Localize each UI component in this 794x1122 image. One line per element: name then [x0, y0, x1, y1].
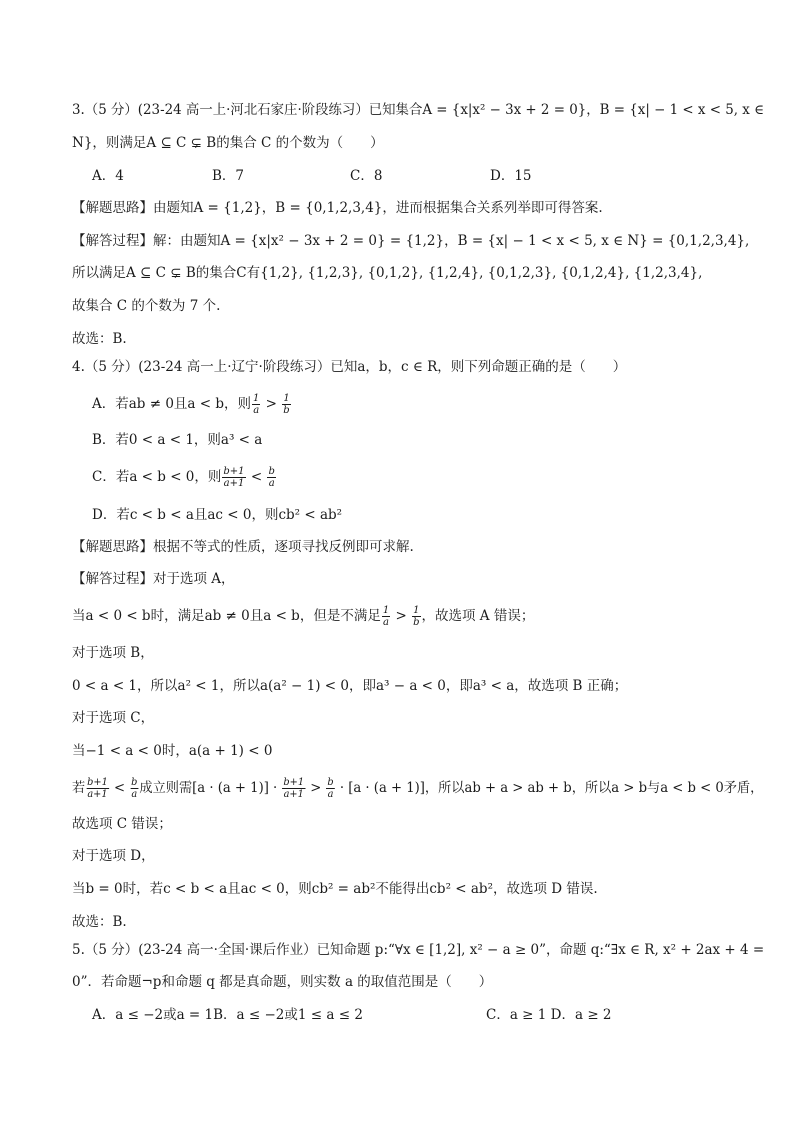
q3-process-line1: 【解答过程】解：由题知A = {x|x² − 3x + 2 = 0} = {1,2}，B = {x| − 1 < x < 5, x ∈ N} = {0,1,2,3,4}, — [72, 233, 750, 249]
q4-a-analysis: 当a < 0 < b时，满足ab ≠ 0且a < b，但是不满足 $\frac{1}{a}$ > $\frac{1}{b}$ ，故选项 A 错误； — [72, 605, 535, 628]
fraction: $\frac{b+1}{a+1}$ — [283, 777, 305, 800]
q3-stem-line1: 3.（5 分）(23-24 高一上·河北石家庄·阶段练习）已知集合A = {x|x² − 3x + 2 = 0}，B = {x| − 1 < x < 5, x ∈ — [72, 102, 765, 118]
q3-thinking: 【解题思路】由题知A = {1,2}，B = {0,1,2,3,4}，进而根据集合关系列举即可得答案. — [72, 200, 603, 216]
q4-d-head: 对于选项 D， — [72, 848, 155, 864]
fraction: $\frac{1}{b}$ — [283, 393, 290, 416]
q4-b-analysis: 0 < a < 1，所以a² < 1，所以a(a² − 1) < 0，即a³ − a < 0，即a³ < a，故选项 B 正确； — [72, 678, 628, 694]
q4-b-head: 对于选项 B， — [72, 645, 154, 661]
q5-stem-line2: 0”．若命题¬p和命题 q 都是真命题，则实数 a 的取值范围是（ ） — [72, 974, 493, 990]
fraction: $\frac{b}{a}$ — [268, 466, 275, 489]
q5-options-cd: C．a ≥ 1 D．a ≥ 2 — [486, 1007, 612, 1023]
q3-option-a: A．4 — [92, 168, 124, 184]
q4-option-d: D．若c < b < a且ac < 0，则cb² < ab² — [92, 507, 343, 523]
q3-stem-line2: N}，则满足A ⊆ C ⊊ B的集合 C 的个数为（ ） — [72, 135, 384, 151]
q4-option-a: A．若ab ≠ 0且a < b，则 $\frac{1}{a}$ > $\frac{1}{b}$ — [92, 393, 290, 416]
q4-option-c-text: C．若a < b < 0，则 — [92, 469, 222, 485]
fraction: $\frac{b}{a}$ — [327, 777, 334, 800]
q3-process-line3: 故集合 C 的个数为 7 个. — [72, 298, 221, 314]
q3-process-line2: 所以满足A ⊆ C ⊊ B的集合C有{1,2}, {1,2,3}, {0,1,2}, {1,2,4}, {0,1,2,3}, {0,1,2,4}, {1,2,3,4}, — [72, 265, 703, 281]
q4-process: 【解答过程】对于选项 A， — [72, 571, 235, 587]
fraction: $\frac{1}{b}$ — [413, 605, 420, 628]
q4-c-head: 对于选项 C， — [72, 710, 155, 726]
q5-stem-line1: 5.（5 分）(23-24 高一·全国·课后作业）已知命题 p:“∀x ∈ [1,2], x² − a ≥ 0”，命题 q:“∃x ∈ R, x² + 2ax + 4 = — [72, 942, 765, 958]
q4-stem: 4.（5 分）(23-24 高一上·辽宁·阶段练习）已知a，b，c ∈ R，则下列命题正确的是（ ） — [72, 359, 627, 375]
q4-c-line1: 当−1 < a < 0时，a(a + 1) < 0 — [72, 743, 273, 759]
q3-answer: 故选：B. — [72, 331, 127, 347]
q4-option-a-text: A．若ab ≠ 0且a < b，则 — [92, 396, 252, 412]
fraction: $\frac{1}{a}$ — [253, 393, 260, 416]
q5-options-ab: A．a ≤ −2或a = 1B．a ≤ −2或1 ≤ a ≤ 2 — [92, 1007, 363, 1023]
q4-d-analysis: 当b = 0时，若c < b < a且ac < 0，则cb² = ab²不能得出cb² < ab²，故选项 D 错误. — [72, 881, 598, 897]
fraction: $\frac{b}{a}$ — [131, 777, 138, 800]
q3-option-b: B．7 — [212, 168, 245, 184]
q4-c-line3: 故选项 C 错误； — [72, 816, 172, 832]
fraction: $\frac{1}{a}$ — [382, 605, 390, 628]
fraction: $\frac{b+1}{a+1}$ — [87, 777, 108, 800]
q3-option-d: D．15 — [490, 168, 532, 184]
q3-option-c: C．8 — [350, 168, 383, 184]
q4-thinking: 【解题思路】根据不等式的性质，逐项寻找反例即可求解. — [72, 539, 414, 555]
fraction: $\frac{b+1}{a+1}$ — [223, 466, 245, 489]
q4-option-b: B．若0 < a < 1，则a³ < a — [92, 432, 263, 448]
q4-option-c: C．若a < b < 0，则 $\frac{b+1}{a+1}$ < $\frac{b}{a}$ — [92, 466, 275, 489]
q4-c-line2: 若 $\frac{b+1}{a+1}$ < $\frac{b}{a}$ 成立则需[a · (a + 1)] · $\frac{b+1}{a+1}$ > $\frac{b}{a}$ · [a · (a + 1)]，所以ab + a > ab + b，所以a > b与a < b < 0矛盾， — [72, 777, 764, 800]
q4-answer: 故选：B. — [72, 914, 127, 930]
